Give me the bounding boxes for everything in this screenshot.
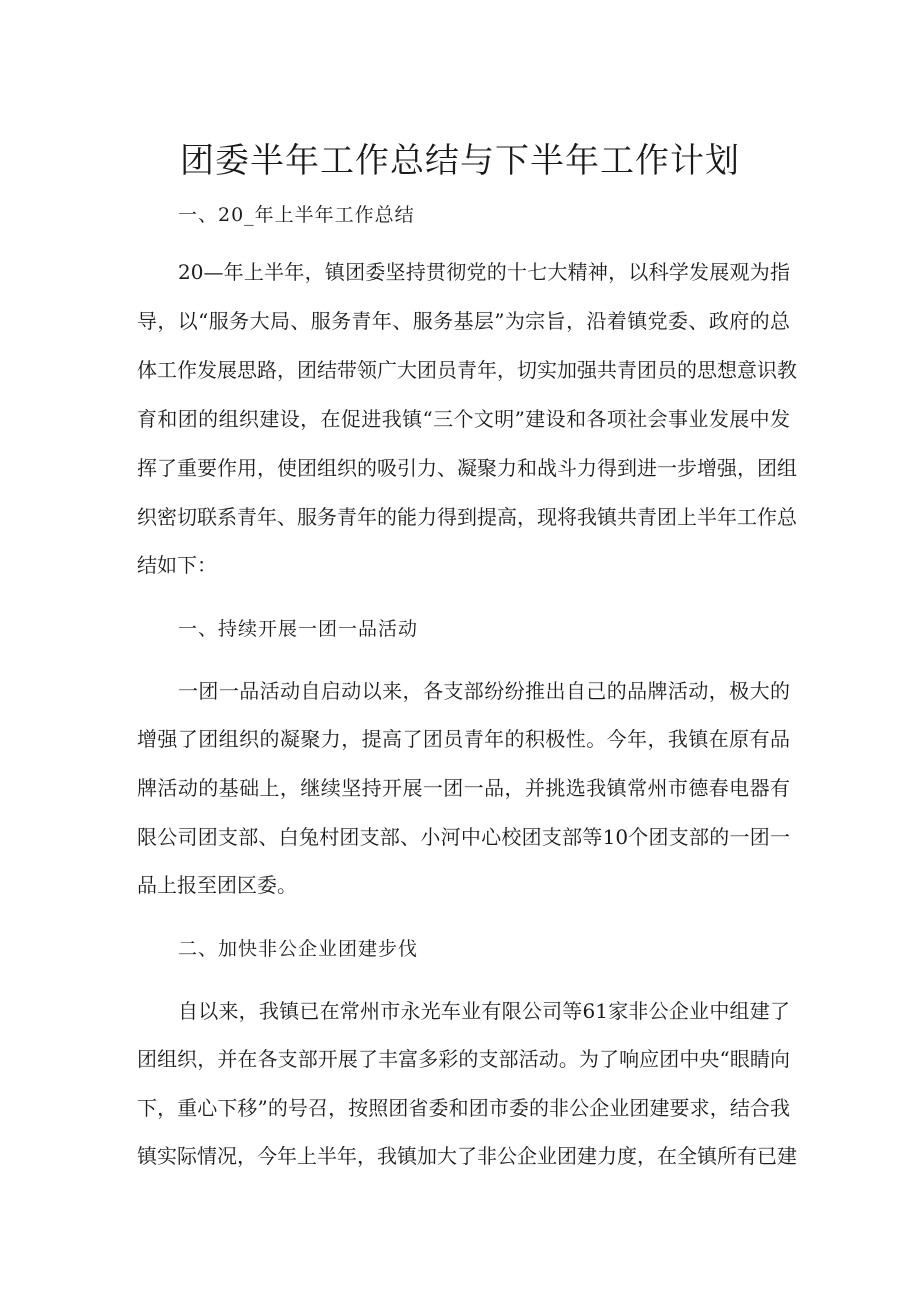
subheading-non-public-enterprises: 二、加快非公企业团建步伐 <box>178 938 419 960</box>
paragraph-line: 一团一品活动自启动以来，各支部纷纷推出自己的品牌活动，极大的 <box>178 679 790 703</box>
paragraph-line: 结如下： <box>137 553 217 577</box>
section-heading: 一、20_年上半年工作总结 <box>178 204 415 226</box>
document-title: 团委半年工作总结与下半年工作计划 <box>180 141 740 181</box>
subheading-one-group-one-brand: 一、持续开展一团一品活动 <box>178 618 419 640</box>
paragraph-line: 增强了团组织的凝聚力，提高了团员青年的积极性。今年，我镇在原有品 <box>137 727 790 751</box>
paragraph-line: 品上报至团区委。 <box>137 873 297 897</box>
paragraph-line: 导，以“服务大局、服务青年、服务基层”为宗旨，沿着镇党委、政府的总 <box>137 309 790 333</box>
paragraph-line: 育和团的组织建设，在促进我镇“三个文明”建设和各项社会事业发展中发 <box>137 407 790 431</box>
paragraph-line: 限公司团支部、白兔村团支部、小河中心校团支部等10个团支部的一团一 <box>137 825 790 849</box>
paragraph-line: 镇实际情况，今年上半年，我镇加大了非公企业团建力度，在全镇所有已建 <box>137 1144 797 1168</box>
paragraph-line: 挥了重要作用，使团组织的吸引力、凝聚力和战斗力得到进一步增强，团组 <box>137 456 797 480</box>
paragraph-line: 团组织，并在各支部开展了丰富多彩的支部活动。为了响应团中央“眼睛向 <box>137 1047 790 1071</box>
paragraph-line: 自以来，我镇已在常州市永光车业有限公司等61家非公企业中组建了 <box>178 999 790 1023</box>
paragraph-line: 牌活动的基础上，继续坚持开展一团一品，并挑选我镇常州市德春电器有 <box>137 776 790 800</box>
paragraph-line: 20—年上半年，镇团委坚持贯彻党的十七大精神，以科学发展观为指 <box>178 260 790 284</box>
paragraph-line: 体工作发展思路，团结带领广大团员青年，切实加强共青团员的思想意识教 <box>137 358 797 382</box>
paragraph-line: 下，重心下移”的号召，按照团省委和团市委的非公企业团建要求，结合我 <box>137 1096 790 1120</box>
paragraph-line: 织密切联系青年、服务青年的能力得到提高，现将我镇共青团上半年工作总 <box>137 505 797 529</box>
